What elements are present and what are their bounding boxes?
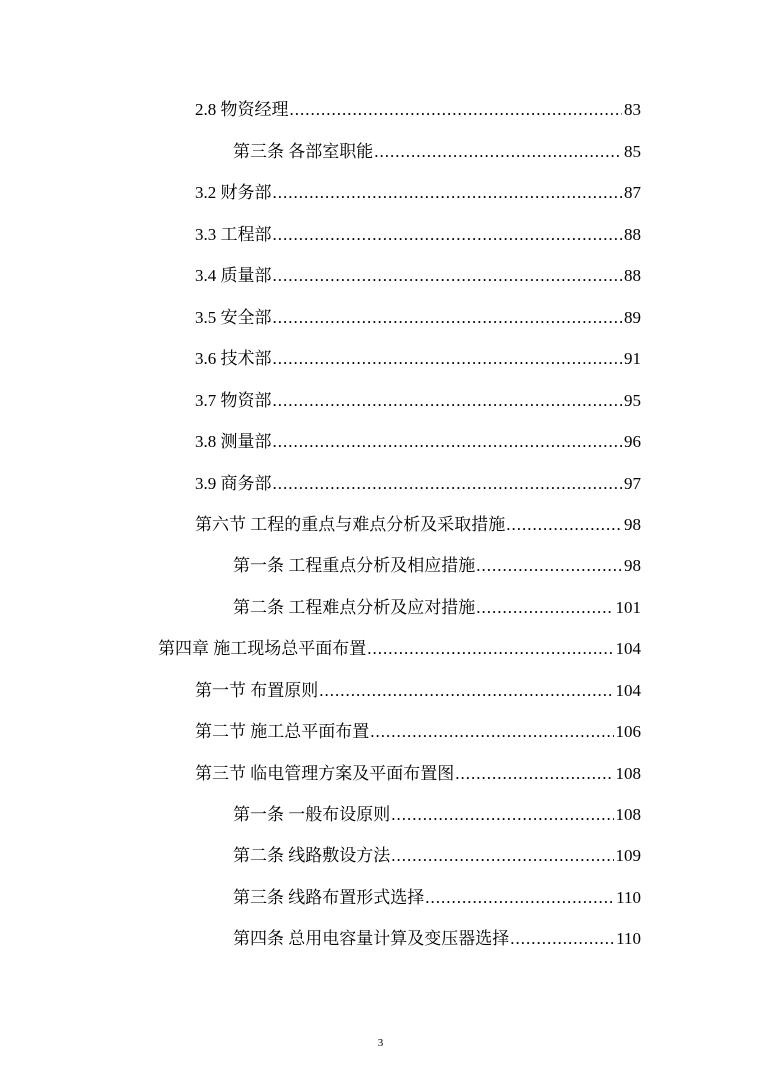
toc-entry-title: 第一条 工程重点分析及相应措施	[233, 556, 476, 575]
toc-entry[interactable]	[233, 551, 641, 581]
toc-entry[interactable]	[233, 924, 641, 954]
toc-entry-page: 110	[616, 929, 641, 948]
toc-leader	[374, 137, 622, 167]
toc-leader	[273, 386, 623, 416]
toc-entry[interactable]	[195, 220, 641, 250]
toc-entry-page: 89	[624, 308, 641, 327]
toc-entry[interactable]	[233, 841, 641, 871]
toc-leader	[290, 95, 623, 125]
toc-leader	[391, 800, 613, 830]
toc-entry-title: 3.4 质量部	[195, 266, 272, 285]
toc-leader	[273, 344, 623, 374]
toc-entry-page: 108	[615, 764, 641, 783]
toc-entry[interactable]	[195, 303, 641, 333]
toc-entry-page: 88	[624, 225, 641, 244]
toc-entry-page: 108	[615, 805, 641, 824]
toc-leader	[273, 261, 623, 291]
toc-entry-title: 第二节 施工总平面布置	[195, 722, 370, 741]
toc-entry-page: 97	[624, 474, 641, 493]
toc-entry[interactable]	[233, 137, 641, 167]
toc-entry-page: 87	[624, 183, 641, 202]
toc-leader	[455, 759, 613, 789]
toc-entry-title: 3.6 技术部	[195, 349, 272, 368]
toc-entry-title: 3.7 物资部	[195, 391, 272, 410]
toc-entry[interactable]	[233, 883, 641, 913]
toc-entry-title: 第一条 一般布设原则	[233, 805, 391, 824]
toc-entry-title: 3.2 财务部	[195, 183, 272, 202]
toc-leader	[391, 841, 613, 871]
toc-entry[interactable]	[195, 95, 641, 125]
toc-entry-page: 85	[624, 142, 641, 161]
toc-entry[interactable]	[195, 676, 641, 706]
toc-leader	[319, 676, 613, 706]
toc-entry-page: 98	[624, 515, 641, 534]
toc-entry[interactable]	[195, 427, 641, 457]
page-number: 3	[377, 1037, 384, 1049]
toc-entry-page: 98	[624, 556, 641, 575]
toc-entry-page: 88	[624, 266, 641, 285]
toc-entry[interactable]	[195, 178, 641, 208]
toc-entry[interactable]	[195, 717, 641, 747]
toc-entry-page: 95	[624, 391, 641, 410]
toc-leader	[425, 883, 614, 913]
toc-entry-page: 96	[624, 432, 641, 451]
toc-entry[interactable]	[233, 593, 641, 623]
toc-entry-title: 第四条 总用电容量计算及变压器选择	[233, 929, 510, 948]
toc-entry[interactable]	[195, 510, 641, 540]
toc-leader	[273, 427, 623, 457]
toc-leader	[476, 551, 622, 581]
toc-leader	[476, 593, 613, 623]
toc-entry-page: 101	[615, 598, 641, 617]
toc-leader	[273, 220, 623, 250]
toc-leader	[370, 717, 613, 747]
toc-entry-page: 110	[616, 888, 641, 907]
toc-entry-page: 104	[615, 681, 641, 700]
toc-leader	[506, 510, 622, 540]
toc-entry-title: 3.9 商务部	[195, 474, 272, 493]
toc-entry[interactable]	[195, 469, 641, 499]
toc-entry-title: 第二条 工程难点分析及应对措施	[233, 598, 476, 617]
toc-entry-title: 第四章 施工现场总平面布置	[158, 639, 367, 658]
toc-leader	[273, 178, 623, 208]
toc-entry-title: 第三节 临电管理方案及平面布置图	[195, 764, 455, 783]
toc-entry[interactable]	[195, 344, 641, 374]
toc-leader	[510, 924, 614, 954]
toc-entry-page: 83	[624, 100, 641, 119]
toc-entry-page: 91	[624, 349, 641, 368]
toc-entry[interactable]	[195, 261, 641, 291]
toc-entry-title: 2.8 物资经理	[195, 100, 289, 119]
toc-entry-page: 104	[615, 639, 641, 658]
toc-entry-title: 第六节 工程的重点与难点分析及采取措施	[195, 515, 506, 534]
toc-entry[interactable]	[195, 386, 641, 416]
toc-entry-title: 3.3 工程部	[195, 225, 272, 244]
toc-entry[interactable]	[233, 800, 641, 830]
toc-leader	[273, 303, 623, 333]
toc-entry-title: 第二条 线路敷设方法	[233, 846, 391, 865]
toc-entry-page: 106	[615, 722, 641, 741]
toc-leader	[367, 634, 613, 664]
toc-entry-title: 第三条 线路布置形式选择	[233, 888, 425, 907]
toc-entry[interactable]	[158, 634, 641, 664]
toc-entry-title: 3.8 测量部	[195, 432, 272, 451]
toc-entry-title: 3.5 安全部	[195, 308, 272, 327]
toc-entry-page: 109	[615, 846, 641, 865]
toc-leader	[273, 469, 623, 499]
toc-entry-title: 第三条 各部室职能	[233, 142, 374, 161]
toc-entry-title: 第一节 布置原则	[195, 681, 319, 700]
toc-entry[interactable]	[195, 759, 641, 789]
